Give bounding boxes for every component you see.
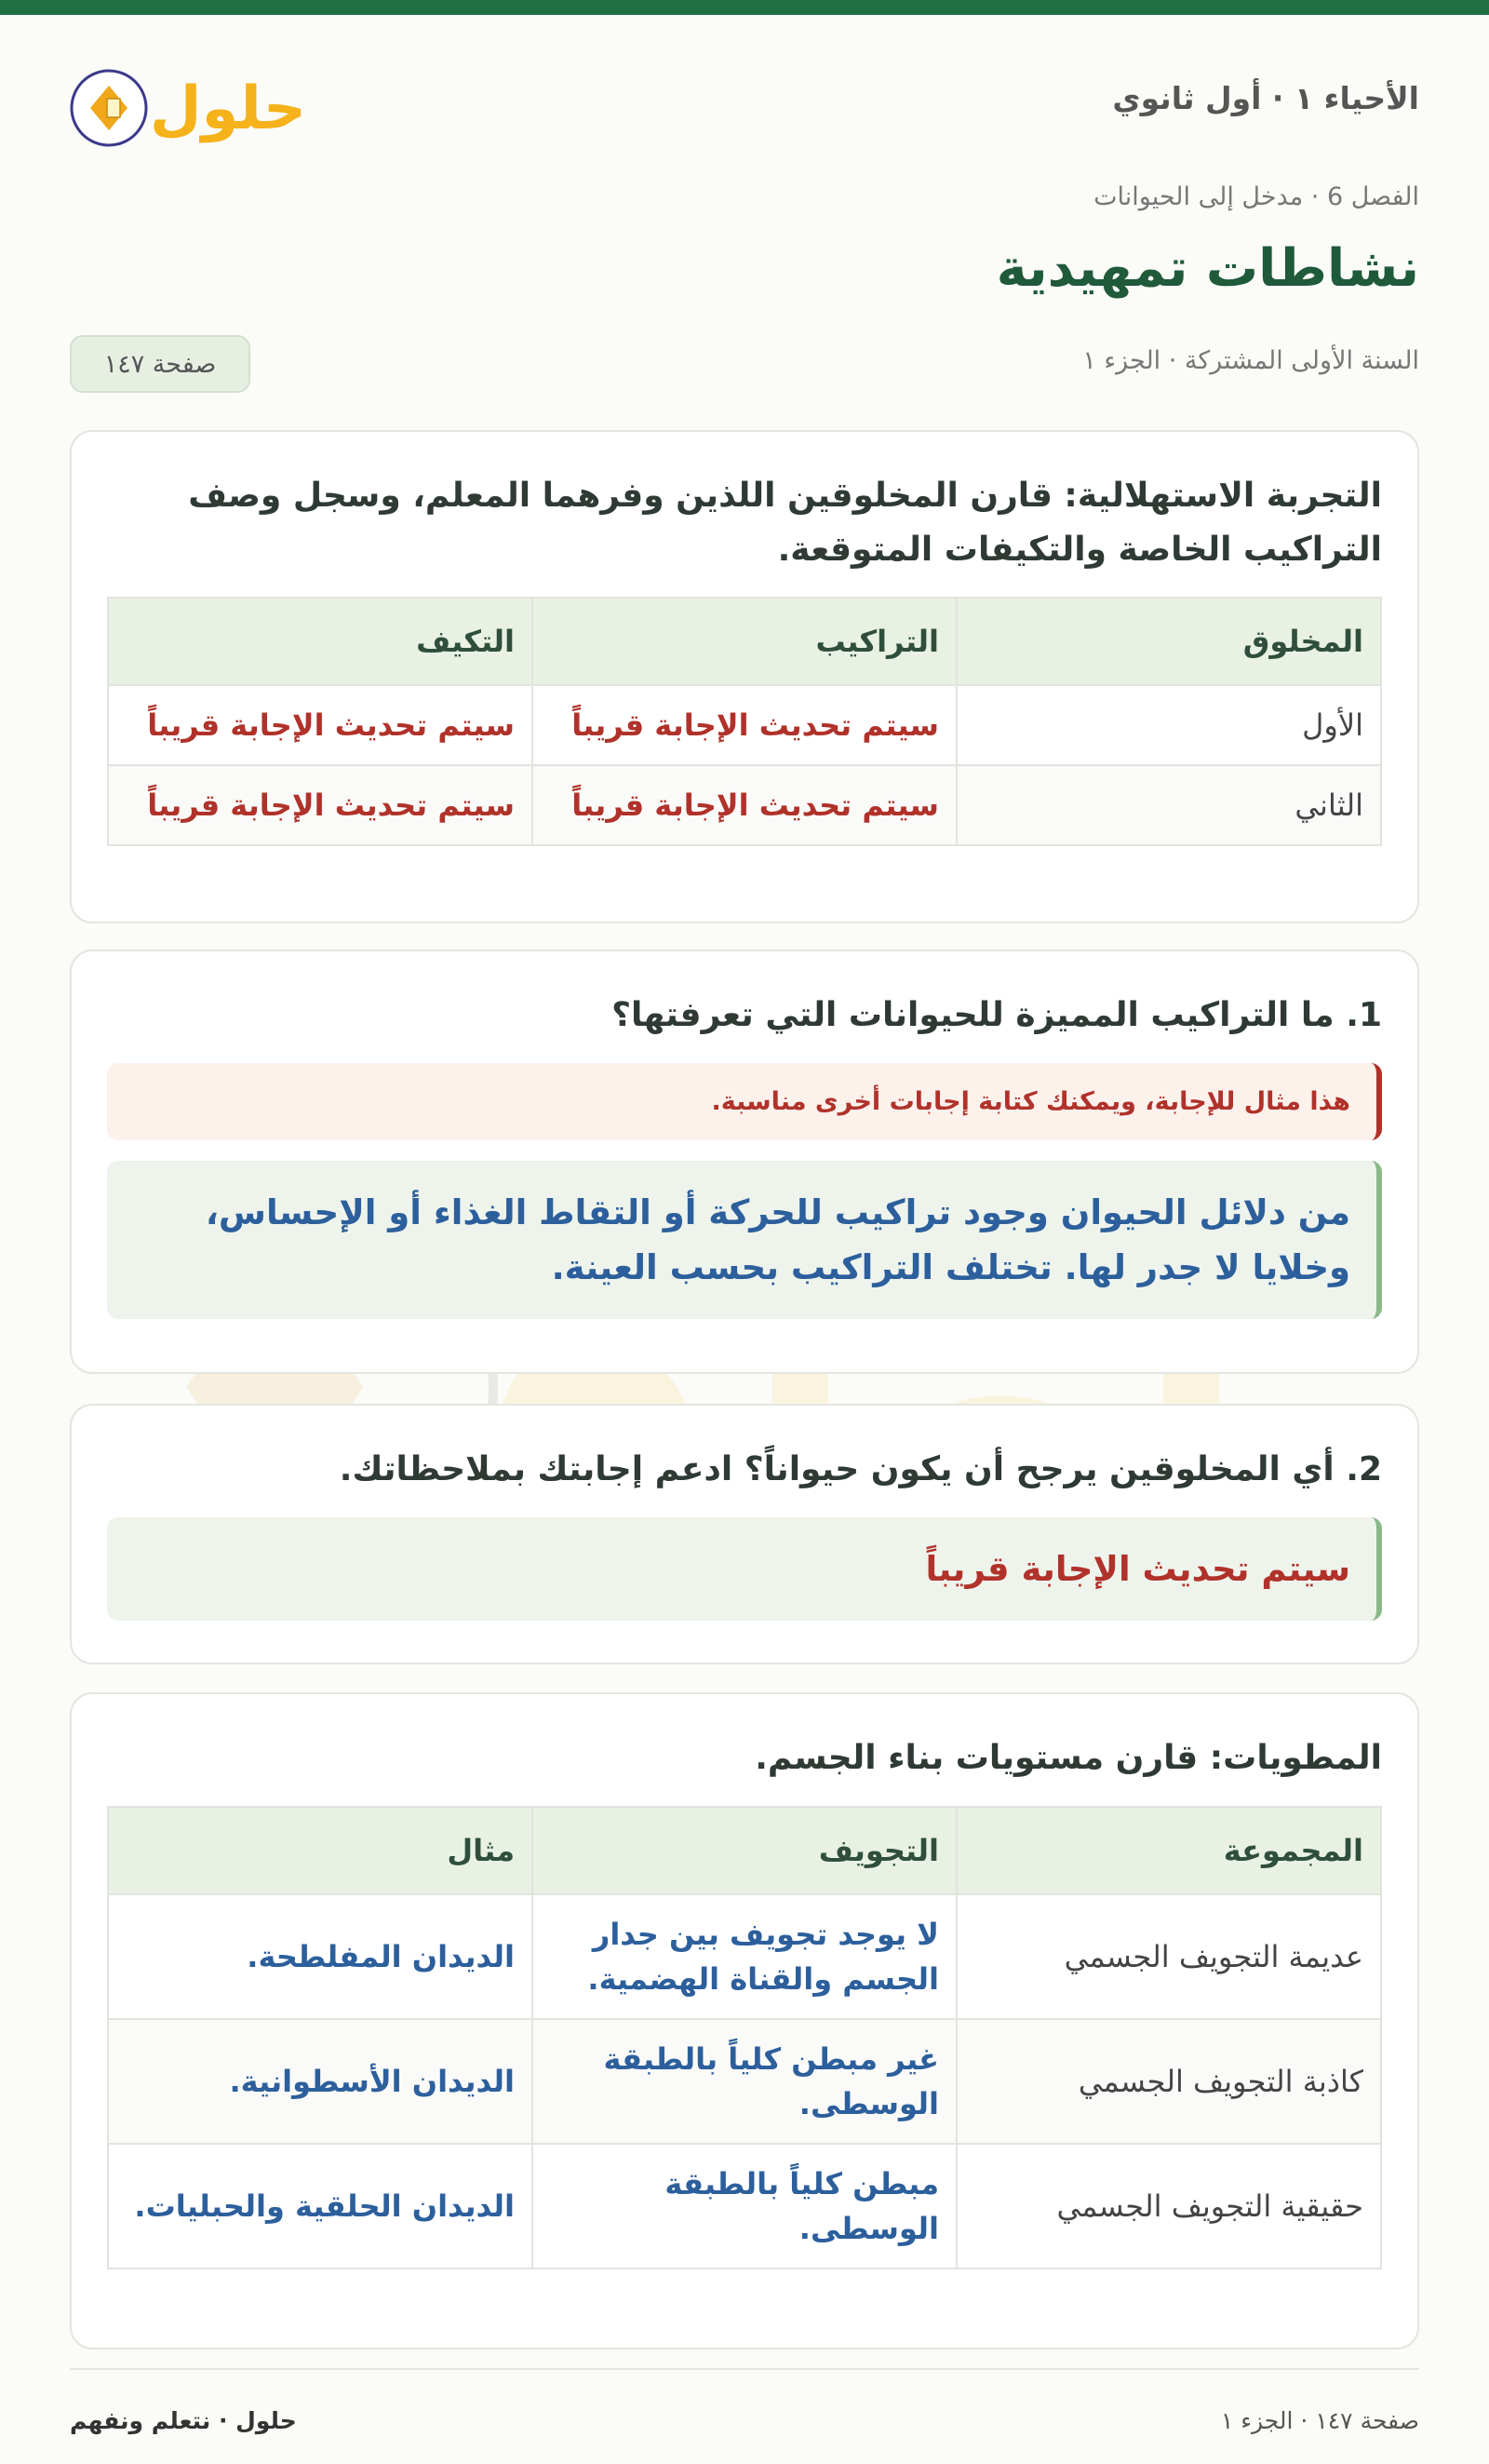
opening-lab-title: التجربة الاستهلالية: قارن المخلوقين اللذين وفرهما المعلم، وسجل وصف التراكيب الخاصة والتكيفات المتوقعة. [188, 477, 1382, 569]
opening-lab-card [70, 430, 1419, 923]
table-cell: مبطن كلياً بالطبقة الوسطى. [532, 2144, 957, 2269]
table-cell: لا يوجد تجويف بين جدار الجسم والقناة الهضمية. [532, 1894, 957, 2019]
table-cell: سيتم تحديث الإجابة قريباً [108, 685, 532, 765]
foldables-title: المطويات: قارن مستويات بناء الجسم. [755, 1739, 1382, 1777]
course-subline: السنة الأولى المشتركة · الجزء ١ [1082, 346, 1419, 375]
footer-divider [70, 2368, 1419, 2370]
table-cell: كاذبة التجويف الجسمي [957, 2019, 1381, 2144]
table-cell: عديمة التجويف الجسمي [957, 1894, 1381, 2019]
foldables-card [70, 1692, 1419, 2350]
question-2-answer: سيتم تحديث الإجابة قريباً [107, 1517, 1382, 1621]
page-header [70, 15, 1419, 173]
table-cell: سيتم تحديث الإجابة قريباً [532, 765, 957, 845]
table-row [108, 2144, 1381, 2269]
table-cell: الأول [957, 685, 1381, 765]
column-header: التجويف [532, 1807, 957, 1894]
question-2-title: 2. أي المخلوقين يرجح أن يكون حيواناً؟ ادعم إجابتك بملاحظاتك. [339, 1450, 1382, 1488]
footer-page-info: صفحة ١٤٧ · الجزء ١ [1220, 2407, 1419, 2434]
page [70, 15, 1419, 2464]
page-number-badge: صفحة ١٤٧ [70, 335, 250, 393]
table-header-row [108, 598, 1381, 685]
column-header: التكيف [108, 598, 532, 685]
table-cell: حقيقية التجويف الجسمي [957, 2144, 1381, 2269]
chapter-label: الفصل 6 · مدخل إلى الحيوانات [1093, 182, 1419, 211]
table-cell: سيتم تحديث الإجابة قريباً [532, 685, 957, 765]
page-title: نشاطات تمهيدية [996, 238, 1419, 299]
book-title: الأحياء ١ · أول ثانوي [1112, 80, 1419, 116]
table-cell: سيتم تحديث الإجابة قريباً [108, 765, 532, 845]
column-header: مثال [108, 1807, 532, 1894]
table-cell: الديدان المفلطحة. [108, 1894, 532, 2019]
table-row [108, 685, 1381, 765]
question-2-card [70, 1404, 1419, 1664]
table-cell: الديدان الأسطوانية. [108, 2019, 532, 2144]
svg-text:حلول: حلول [150, 74, 306, 143]
table-row [108, 2019, 1381, 2144]
hulul-logo[interactable] [70, 63, 312, 153]
top-accent-bar [0, 0, 1489, 15]
table-cell: غير مبطن كلياً بالطبقة الوسطى. [532, 2019, 957, 2144]
column-header: المجموعة [957, 1807, 1381, 1894]
table-header-row [108, 1807, 1381, 1894]
table-cell: الديدان الحلقية والحبليات. [108, 2144, 532, 2269]
question-1-answer: من دلائل الحيوان وجود تراكيب للحركة أو التقاط الغذاء أو الإحساس، وخلايا لا جدر لها. تختلف التراكيب بحسب العينة. [107, 1161, 1382, 1319]
question-1-card [70, 949, 1419, 1374]
organisms-table [107, 597, 1382, 846]
table-cell: الثاني [957, 765, 1381, 845]
logo-icon [70, 63, 312, 153]
example-answer-note: هذا مثال للإجابة، ويمكنك كتابة إجابات أخرى مناسبة. [107, 1063, 1382, 1140]
table-row [108, 1894, 1381, 2019]
question-1-title: 1. ما التراكيب المميزة للحيوانات التي تعرفتها؟ [611, 996, 1382, 1034]
footer-brand: حلول · نتعلم ونفهم [70, 2407, 297, 2434]
body-plans-table [107, 1806, 1382, 2269]
table-row [108, 765, 1381, 845]
column-header: التراكيب [532, 598, 957, 685]
column-header: المخلوق [957, 598, 1381, 685]
